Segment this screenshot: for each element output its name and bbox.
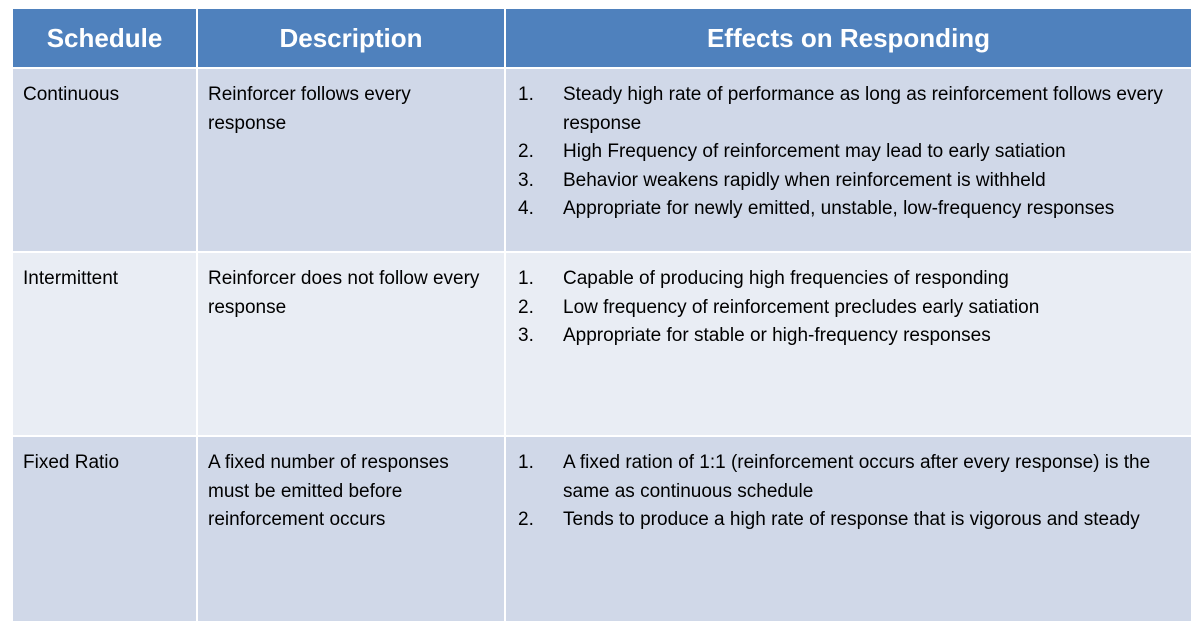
effect-text: Appropriate for newly emitted, unstable, low-frequency responses <box>563 198 1115 219</box>
effect-item <box>516 81 1181 138</box>
header-row <box>12 8 1192 68</box>
effect-text: A fixed ration of 1:1 (reinforcement occurs after every response) is the same as continuous schedule <box>563 452 1151 502</box>
effect-item <box>516 265 1181 294</box>
effect-text: Low frequency of reinforcement precludes early satiation <box>563 296 1040 318</box>
reinforcement-schedule-table <box>11 7 1193 623</box>
effect-item <box>516 167 1181 196</box>
description-cell: A fixed number of responses must be emitted before reinforcement occurs <box>197 436 505 622</box>
table-row-continuous <box>12 68 1192 252</box>
effect-number: 3. <box>518 169 534 191</box>
effect-text: Capable of producing high frequencies of responding <box>563 268 1009 289</box>
effect-item <box>516 322 1181 351</box>
effect-number: 1. <box>518 268 534 289</box>
effect-text: High Frequency of reinforcement may lead to early satiation <box>563 141 1066 162</box>
effect-number: 2. <box>518 509 534 530</box>
effect-number: 1. <box>518 84 534 105</box>
header-description: Description <box>197 8 505 68</box>
effects-list <box>516 449 1181 535</box>
effects-cell <box>505 68 1192 252</box>
schedule-cell: Intermittent <box>12 252 197 436</box>
effect-text: Appropriate for stable or high-frequency responses <box>563 325 991 346</box>
header-schedule: Schedule <box>12 8 197 68</box>
effect-number: 2. <box>518 296 534 318</box>
table-row-fixed-ratio <box>12 436 1192 622</box>
effect-number: 4. <box>518 198 534 219</box>
effect-item <box>516 195 1181 224</box>
schedule-cell: Fixed Ratio <box>12 436 197 622</box>
effects-list <box>516 265 1181 351</box>
effect-number: 1. <box>518 452 534 473</box>
header-effects: Effects on Responding <box>505 8 1192 68</box>
effect-text: Tends to produce a high rate of response that is vigorous and steady <box>563 509 1140 530</box>
effects-cell <box>505 252 1192 436</box>
description-cell: Reinforcer does not follow every response <box>197 252 505 436</box>
effects-list <box>516 81 1181 224</box>
effect-item <box>516 138 1181 167</box>
effect-number: 2. <box>518 141 534 162</box>
effect-number: 3. <box>518 325 534 346</box>
schedule-cell: Continuous <box>12 68 197 252</box>
effects-cell <box>505 436 1192 622</box>
effect-text: Steady high rate of performance as long as reinforcement follows every response <box>563 84 1163 134</box>
description-cell: Reinforcer follows every response <box>197 68 505 252</box>
effect-item <box>516 449 1181 506</box>
effect-text: Behavior weakens rapidly when reinforcement is withheld <box>563 169 1046 191</box>
effect-item <box>516 506 1181 535</box>
effect-item <box>516 294 1181 323</box>
table-row-intermittent <box>12 252 1192 436</box>
